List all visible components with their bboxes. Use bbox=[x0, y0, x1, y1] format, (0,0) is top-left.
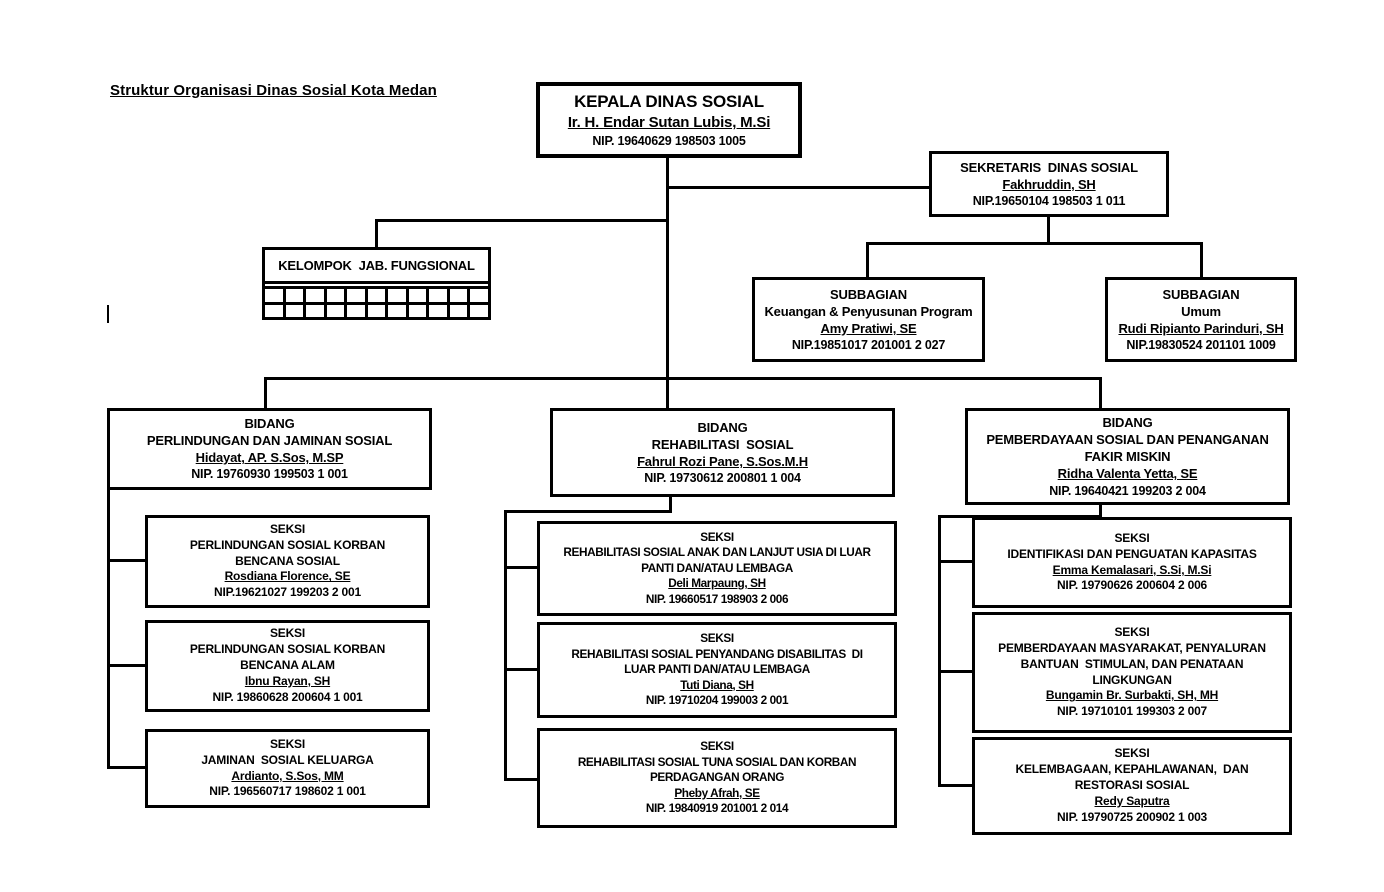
node-seksi-rehab-disabilitas bbox=[537, 622, 897, 718]
node-line-nip: NIP.19830524 201101 1009 bbox=[1126, 337, 1276, 352]
node-seksi-kelembagaan bbox=[972, 737, 1292, 835]
node-line-text: BENCANA SOSIAL bbox=[235, 553, 340, 568]
node-line-nip: NIP. 19790725 200902 1 003 bbox=[1056, 809, 1208, 824]
node-line-big-title: KEPALA DINAS SOSIAL bbox=[574, 91, 764, 111]
node-subbagian-keuangan bbox=[752, 277, 985, 362]
node-line-title: SEKSI bbox=[700, 631, 734, 646]
connector-right-stub-2 bbox=[938, 670, 972, 673]
node-line-title: BIDANG bbox=[244, 416, 295, 432]
node-line-title: SEKSI bbox=[1114, 530, 1150, 545]
node-line-name: Rosdiana Florence, SE bbox=[224, 569, 351, 584]
node-seksi-bencana-sosial bbox=[145, 515, 430, 608]
node-line-text: PERLINDUNGAN DAN JAMINAN SOSIAL bbox=[146, 433, 393, 449]
node-line-nip: NIP. 19760930 199503 1 001 bbox=[191, 467, 348, 482]
node-line-title: SEKSI bbox=[1114, 746, 1150, 761]
node-seksi-rehab-anak bbox=[537, 521, 897, 616]
fungsional-cell bbox=[347, 305, 365, 318]
node-line-nip: NIP. 19710101 199303 2 007 bbox=[1056, 704, 1208, 719]
node-line-nip: NIP. 19790626 200604 2 006 bbox=[1056, 578, 1208, 593]
connector-center-stub-1 bbox=[504, 566, 537, 569]
fungsional-cell bbox=[368, 289, 386, 302]
fungsional-cell bbox=[470, 305, 488, 318]
node-kelompok-jab-fungsional bbox=[262, 247, 491, 320]
node-line-name: Bungamin Br. Surbakti, SH, MH bbox=[1045, 688, 1219, 703]
node-line-text: LUAR PANTI DAN/ATAU LEMBAGA bbox=[624, 662, 810, 677]
node-subbagian-umum bbox=[1105, 277, 1297, 362]
node-line-name: Tuti Diana, SH bbox=[680, 677, 754, 692]
node-line-nip: NIP.19851017 201001 2 027 bbox=[791, 337, 946, 352]
node-line-text: REHABILITASI SOSIAL ANAK DAN LANJUT USIA DI LUAR bbox=[563, 545, 871, 560]
node-kepala-dinas bbox=[536, 82, 802, 158]
connector-left-spine bbox=[107, 490, 110, 769]
node-line-name: Fakhruddin, SH bbox=[1002, 176, 1096, 192]
node-sekretaris bbox=[929, 151, 1169, 217]
page-title: Struktur Organisasi Dinas Sosial Kota Medan bbox=[110, 82, 437, 99]
connector-center-elbow bbox=[504, 510, 672, 513]
node-line-text: PERLINDUNGAN SOSIAL KORBAN bbox=[189, 537, 386, 552]
connector-kepala-sekretaris bbox=[666, 186, 929, 189]
fungsional-cell bbox=[286, 305, 304, 318]
node-line-name: Emma Kemalasari, S.Si, M.Si bbox=[1052, 562, 1212, 577]
connector-subbagian-horizontal bbox=[866, 242, 1203, 245]
node-line-nip: NIP. 19840919 201001 2 014 bbox=[645, 801, 789, 816]
node-bidang-pemberdayaan bbox=[965, 408, 1290, 505]
node-line-name: Redy Saputra bbox=[1094, 793, 1170, 808]
node-line-nip: NIP. 196560717 198602 1 001 bbox=[209, 784, 366, 799]
node-line-nip: NIP. 19640421 199203 2 004 bbox=[1049, 483, 1206, 498]
node-line-text: BANTUAN STIMULAN, DAN PENATAAN bbox=[1020, 656, 1244, 671]
node-line-text: BENCANA ALAM bbox=[240, 658, 335, 673]
fungsional-cell bbox=[409, 305, 427, 318]
connector-kelompok-drop bbox=[375, 219, 378, 247]
node-line-title: BIDANG bbox=[697, 419, 748, 435]
fungsional-cell bbox=[450, 305, 468, 318]
node-line-big-name: Ir. H. Endar Sutan Lubis, M.Si bbox=[567, 114, 771, 132]
node-line-name: Fahrul Rozi Pane, S.Sos.M.H bbox=[637, 453, 808, 469]
node-line-name: Rudi Ripianto Parinduri, SH bbox=[1118, 320, 1284, 336]
node-line-name: Deli Marpaung, SH bbox=[668, 576, 766, 591]
connector-trunk bbox=[666, 158, 669, 380]
node-bidang-rehabilitasi bbox=[550, 408, 895, 497]
node-line-text: REHABILITASI SOSIAL TUNA SOSIAL DAN KORBAN bbox=[577, 754, 857, 769]
connector-bidang-drop-center bbox=[666, 377, 669, 408]
node-line-title: SEKSI bbox=[269, 626, 305, 641]
connector-left-stub-1 bbox=[107, 559, 145, 562]
node-line-text: RESTORASI SOSIAL bbox=[1074, 778, 1190, 793]
node-line-nip: NIP.19621027 199203 2 001 bbox=[214, 585, 361, 600]
node-line-text: PERDAGANGAN ORANG bbox=[649, 770, 785, 785]
fungsional-cell bbox=[327, 305, 345, 318]
node-line-name: Ardianto, S.Sos, MM bbox=[231, 768, 344, 783]
fungsional-cell bbox=[368, 305, 386, 318]
node-seksi-identifikasi bbox=[972, 517, 1292, 608]
fungsional-cell bbox=[286, 289, 304, 302]
kelompok-title: KELOMPOK JAB. FUNGSIONAL bbox=[265, 250, 488, 284]
connector-subbagian-drop-left bbox=[866, 242, 869, 277]
fungsional-cell bbox=[327, 289, 345, 302]
connector-bidang-horizontal bbox=[264, 377, 1102, 380]
node-line-title: SUBBAGIAN bbox=[1162, 286, 1240, 302]
fungsional-cell bbox=[306, 289, 324, 302]
fungsional-cell bbox=[347, 289, 365, 302]
node-line-text: Umum bbox=[1181, 303, 1221, 319]
node-line-text: JAMINAN SOSIAL KELUARGA bbox=[201, 752, 374, 767]
node-line-nip: NIP. 19660517 198903 2 006 bbox=[645, 591, 789, 606]
fungsional-cell bbox=[470, 289, 488, 302]
node-line-nip: NIP. 19860628 200604 1 001 bbox=[212, 689, 363, 704]
connector-subbagian-drop-right bbox=[1200, 242, 1203, 277]
fungsional-cell bbox=[388, 305, 406, 318]
stray-tick-mark bbox=[107, 305, 109, 323]
connector-center-stub-3 bbox=[504, 778, 537, 781]
node-line-text: Keuangan & Penyusunan Program bbox=[764, 303, 973, 319]
node-line-title: SEKSI bbox=[700, 529, 734, 544]
fungsional-cell bbox=[306, 305, 324, 318]
fungsional-cell bbox=[429, 305, 447, 318]
node-line-text: PEMBERDAYAAN SOSIAL DAN PENANGANAN bbox=[986, 432, 1269, 448]
node-line-text: LINGKUNGAN bbox=[1092, 672, 1172, 687]
node-line-text: PEMBERDAYAAN MASYARAKAT, PENYALURAN bbox=[998, 640, 1266, 655]
connector-kelompok-horizontal bbox=[375, 219, 669, 222]
node-seksi-pemberdayaan-masyarakat bbox=[972, 612, 1292, 733]
node-line-nip: NIP. 19640629 198503 1005 bbox=[592, 133, 746, 148]
connector-sekretaris-down bbox=[1047, 217, 1050, 245]
node-line-text: FAKIR MISKIN bbox=[1084, 449, 1171, 465]
node-seksi-jaminan-keluarga bbox=[145, 729, 430, 808]
connector-center-spine bbox=[504, 510, 507, 781]
node-line-title: SUBBAGIAN bbox=[830, 286, 907, 302]
fungsional-cell bbox=[450, 289, 468, 302]
fungsional-cell bbox=[409, 289, 427, 302]
node-line-text: PERLINDUNGAN SOSIAL KORBAN bbox=[189, 642, 386, 657]
connector-right-spine bbox=[938, 515, 941, 787]
node-line-title: SEKRETARIS DINAS SOSIAL bbox=[960, 159, 1138, 175]
fungsional-grid bbox=[265, 286, 488, 317]
node-line-text: IDENTIFIKASI DAN PENGUATAN KAPASITAS bbox=[1007, 546, 1257, 561]
node-line-text: KELEMBAGAAN, KEPAHLAWANAN, DAN bbox=[1015, 762, 1249, 777]
node-line-name: Ridha Valenta Yetta, SE bbox=[1057, 466, 1198, 482]
node-line-text: PANTI DAN/ATAU LEMBAGA bbox=[641, 560, 793, 575]
connector-right-stub-1 bbox=[938, 560, 972, 563]
node-bidang-perlindungan bbox=[107, 408, 432, 490]
node-line-title: SEKSI bbox=[1114, 625, 1150, 640]
fungsional-cell bbox=[429, 289, 447, 302]
node-line-nip: NIP.19650104 198503 1 011 bbox=[972, 193, 1126, 208]
node-line-text: REHABILITASI SOSIAL PENYANDANG DISABILITAS DI bbox=[571, 646, 863, 661]
node-line-nip: NIP. 19730612 200801 1 004 bbox=[644, 470, 801, 485]
node-line-title: SEKSI bbox=[700, 739, 734, 754]
node-line-name: Amy Pratiwi, SE bbox=[820, 320, 917, 336]
connector-right-stub-3 bbox=[938, 784, 972, 787]
node-line-name: Hidayat, AP. S.Sos, M.SP bbox=[195, 450, 344, 466]
fungsional-cell bbox=[265, 289, 283, 302]
node-line-title: SEKSI bbox=[269, 736, 305, 751]
node-line-title: SEKSI bbox=[269, 521, 305, 536]
node-line-name: Pheby Afrah, SE bbox=[674, 785, 760, 800]
connector-left-stub-2 bbox=[107, 664, 145, 667]
node-line-name: Ibnu Rayan, SH bbox=[244, 673, 331, 688]
node-line-title: BIDANG bbox=[1102, 414, 1153, 430]
fungsional-cell bbox=[388, 289, 406, 302]
node-line-nip: NIP. 19710204 199003 2 001 bbox=[645, 693, 789, 708]
connector-bidang-drop-right bbox=[1099, 377, 1102, 408]
connector-left-stub-3 bbox=[107, 766, 145, 769]
connector-center-stub-2 bbox=[504, 668, 537, 671]
connector-bidang-drop-left bbox=[264, 377, 267, 408]
node-seksi-rehab-tuna bbox=[537, 728, 897, 828]
node-line-text: REHABILITASI SOSIAL bbox=[651, 436, 794, 452]
node-seksi-bencana-alam bbox=[145, 620, 430, 712]
fungsional-cell bbox=[265, 305, 283, 318]
